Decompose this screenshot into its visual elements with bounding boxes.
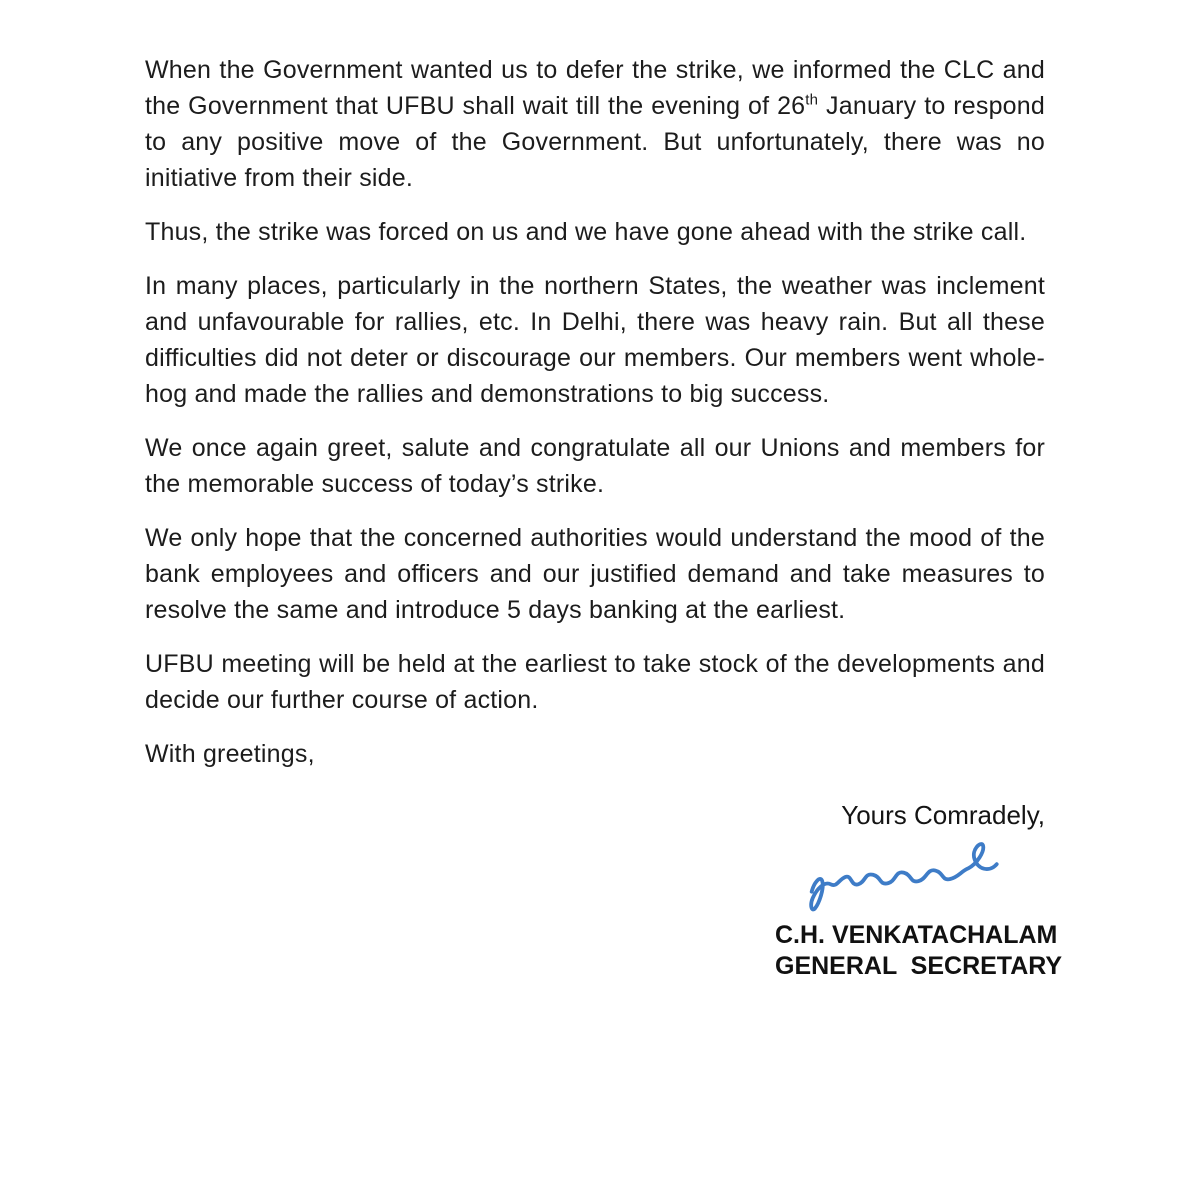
paragraph-text: January to respond to any positive move of the Government. But unfortunately, there was no initiative from their side.: [145, 92, 1045, 192]
paragraph-text: When the Government wanted us to defer the strike, we informed the CLC and the Government that UFBU shall wait till the evening of 26: [145, 56, 1045, 120]
paragraph-defer-strike: [145, 52, 1045, 196]
signatory-title: GENERAL SECRETARY: [775, 952, 1063, 980]
signature-block: [775, 800, 1063, 982]
closing-line: With greetings,: [145, 740, 315, 768]
handwritten-signature-icon: [803, 842, 1017, 916]
paragraph-strike-forced: Thus, the strike was forced on us and we have gone ahead with the strike call.: [145, 218, 1027, 246]
paragraph-weather: In many places, particularly in the northern States, the weather was inclement and unfavourable for rallies, etc. In Delhi, there was heavy rain. But all these difficulties did not deter or discourage our members. Our members went whole-hog and made the rallies and demonstrations to big success.: [145, 272, 1045, 408]
paragraph-hope: We only hope that the concerned authorities would understand the mood of the bank employees and officers and our justified demand and take measures to resolve the same and introduce 5 days banking at the earliest.: [145, 524, 1045, 624]
paragraph-congratulate: We once again greet, salute and congratulate all our Unions and members for the memorable success of today’s strike.: [145, 434, 1045, 498]
valediction: Yours Comradely,: [841, 800, 1045, 830]
ordinal-superscript: th: [805, 91, 819, 109]
signatory-name: C.H. VENKATACHALAM: [775, 921, 1058, 949]
signature-stroke: [811, 844, 997, 909]
paragraph-ufbu-meeting: UFBU meeting will be held at the earliest to take stock of the developments and decide our further course of action.: [145, 650, 1045, 714]
